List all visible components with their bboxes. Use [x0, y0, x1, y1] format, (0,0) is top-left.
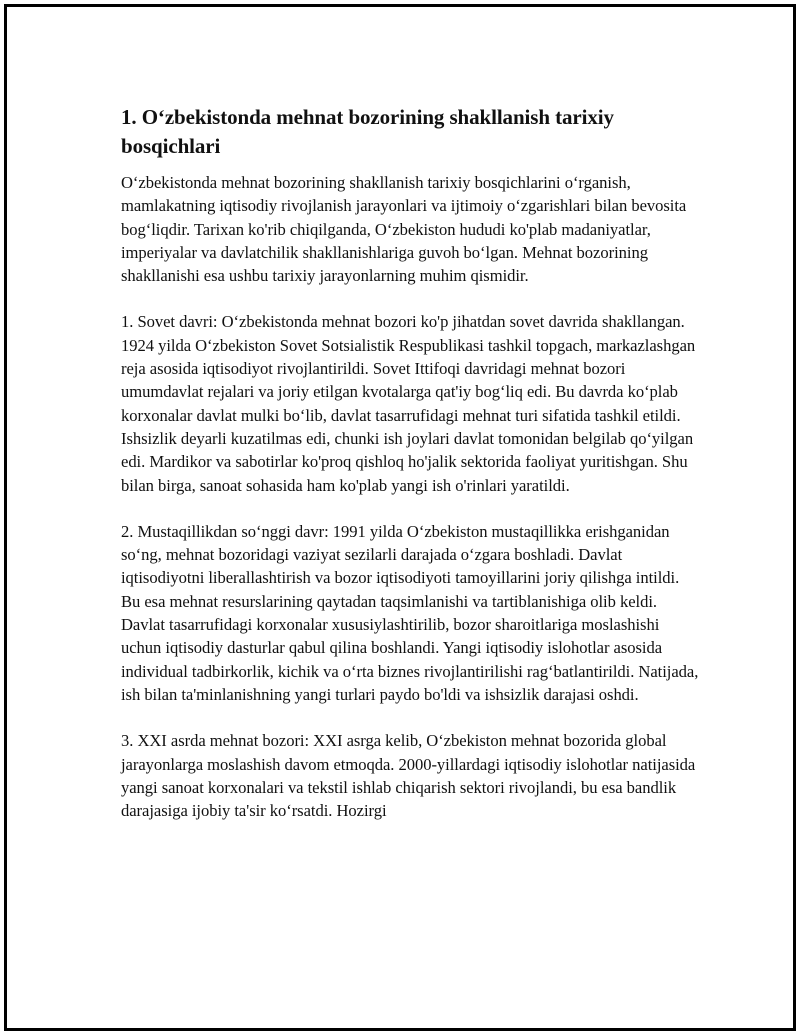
- soviet-period-paragraph: 1. Sovet davri: O‘zbekistonda mehnat bozori ko'p jihatdan sovet davrida shakllangan. 1924 yilda O‘zbekiston Sovet Sotsialistik Respublikasi tashkil topgach, markazlashgan reja asosida iqtisodiyot rivojlantirildi. Sovet Ittifoqi davridagi mehnat bozori umumdavlat rejalari va joriy etilgan kvotalarga qat'iy bog‘liq edi. Bu davrda ko‘plab korxonalar davlat mulki bo‘lib, davlat tasarrufidagi mehnat turi sifatida tashkil etildi. Ishsizlik deyarli kuzatilmas edi, chunki ish joylari davlat tomonidan belgilab qo‘yilgan edi. Mardikor va sabotirlar ko'proq qishloq ho'jalik sektorida faoliyat yuritishgan. Shu bilan birga, sanoat sohasida ham ko'plab yangi ish o'rinlari yaratildi.: [121, 312, 696, 495]
- section-title: 1. O‘zbekistonda mehnat bozorining shakllanish tarixiy bosqichlari: [121, 105, 614, 158]
- independence-period-paragraph: 2. Mustaqillikdan so‘nggi davr: 1991 yilda O‘zbekiston mustaqillikka erishganidan so‘ng, mehnat bozoridagi vaziyat sezilarli darajada o‘zgara boshladi. Davlat iqtisodiyotni liberallashtirish va bozor iqtisodiyoti tamoyillarini joriy qilishga intildi. Bu esa mehnat resurslarining qaytadan taqsimlanishi va tartiblanishiga olib keldi. Davlat tasarrufidagi korxonalar xususiylashtirilib, bozor sharoitlariga moslashishi uchun iqtisodiy dasturlar qabul qilina boshlandi. Yangi iqtisodiy islohotlar asosida individual tadbirkorlik, kichik va o‘rta biznes rivojlantirilishi rag‘batlantirildi. Natijada, ish bilan ta'minlanishning yangi turlari paydo bo'ldi va ishsizlik darajasi oshdi.: [121, 521, 699, 704]
- page-frame: [4, 4, 796, 1031]
- twenty-first-century-paragraph: 3. XXI asrda mehnat bozori: XXI asrga kelib, O‘zbekiston mehnat bozorida global jarayonlarga moslashish davom etmoqda. 2000-yillardagi iqtisodiy islohotlar natijasida yangi sanoat korxonalari va tekstil ishlab chiqarish sektori rivojlandi, bu esa bandlik darajasiga ijobiy ta'sir ko‘rsatdi. Hozirgi: [121, 731, 696, 821]
- intro-paragraph: O‘zbekistonda mehnat bozorining shakllanish tarixiy bosqichlarini o‘rganish, mamlakatning iqtisodiy rivojlanish jarayonlari va ijtimoiy o‘zgarishlari bilan bevosita bog‘liqdir. Tarixan ko'rib chiqilganda, O‘zbekiston hududi ko'plab madaniyatlar, imperiyalar va davlatchilik shakllanishlariga guvoh bo‘lgan. Mehnat bozorining shakllanishi esa ushbu tarixiy jarayonlarning muhim qismidir.: [121, 173, 687, 286]
- document-body: [121, 103, 701, 845]
